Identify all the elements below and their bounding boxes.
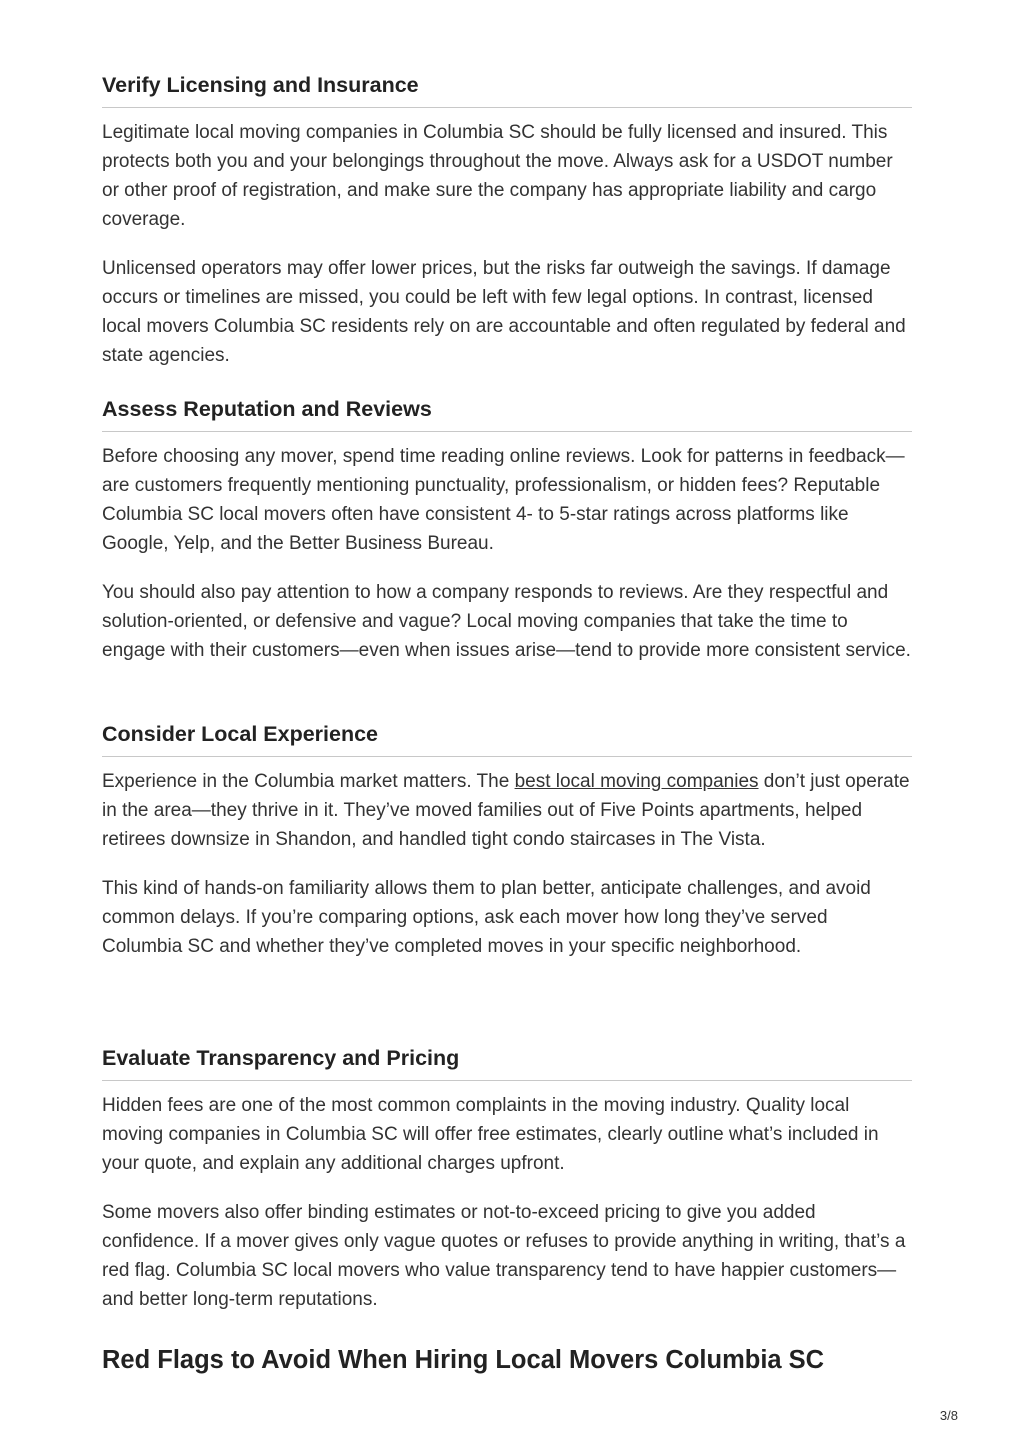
next-section-heading: Red Flags to Avoid When Hiring Local Movers Columbia SC [102, 1346, 825, 1374]
paragraph-text: don’t just operate in the area—they thrive in it. They’ve moved families out of Five Points apartments, helped retirees downsize in Shandon, and handled tight condo staircases in The Vista. [102, 771, 910, 850]
paragraph: Unlicensed operators may offer lower prices, but the risks far outweigh the savings. If damage occurs or timelines are missed, you could be left with few legal options. In contrast, licensed local movers Columbia SC residents rely on are accountable and often regulated by federal and state agencies. [102, 258, 906, 366]
paragraph: This kind of hands-on familiarity allows them to plan better, anticipate challenges, and avoid common delays. If you’re comparing options, ask each mover how long they’ve served Columbia SC and whether they’ve completed moves in your specific neighborhood. [102, 878, 871, 957]
section-heading: Consider Local Experience [102, 721, 912, 757]
paragraph-with-link [102, 767, 912, 854]
section-local-experience [102, 721, 912, 961]
paragraph: Some movers also offer binding estimates or not-to-exceed pricing to give you added confidence. If a mover gives only vague quotes or refuses to provide anything in writing, that’s a red flag. Columbia SC local movers who value transparency tend to have happier customers—and better long-term reputations. [102, 1202, 906, 1310]
section-heading: Assess Reputation and Reviews [102, 396, 912, 432]
paragraph-text: Experience in the Columbia market matters. The [102, 771, 515, 792]
paragraph: You should also pay attention to how a company responds to reviews. Are they respectful and solution-oriented, or defensive and vague? Local moving companies that take the time to engage with their customers—even when issues arise—tend to provide more consistent service. [102, 582, 911, 661]
section-licensing [102, 72, 912, 370]
section-heading: Verify Licensing and Insurance [102, 72, 912, 108]
section-reputation [102, 396, 912, 665]
paragraph: Before choosing any mover, spend time reading online reviews. Look for patterns in feedback—are customers frequently mentioning punctuality, professionalism, or hidden fees? Reputable Columbia SC local movers often have consistent 4- to 5-star ratings across platforms like Google, Yelp, and the Better Business Bureau. [102, 446, 905, 554]
paragraph: Legitimate local moving companies in Columbia SC should be fully licensed and insured. This protects both you and your belongings throughout the move. Always ask for a USDOT number or other proof of registration, and make sure the company has appropriate liability and cargo coverage. [102, 122, 893, 230]
best-local-moving-companies-link[interactable]: best local moving companies [514, 771, 759, 792]
paragraph: Hidden fees are one of the most common complaints in the moving industry. Quality local moving companies in Columbia SC will offer free estimates, clearly outline what’s included in your quote, and explain any additional charges upfront. [102, 1095, 879, 1174]
section-heading: Evaluate Transparency and Pricing [102, 1045, 912, 1081]
page-number: 3/8 [939, 1408, 958, 1423]
section-transparency [102, 1045, 912, 1314]
